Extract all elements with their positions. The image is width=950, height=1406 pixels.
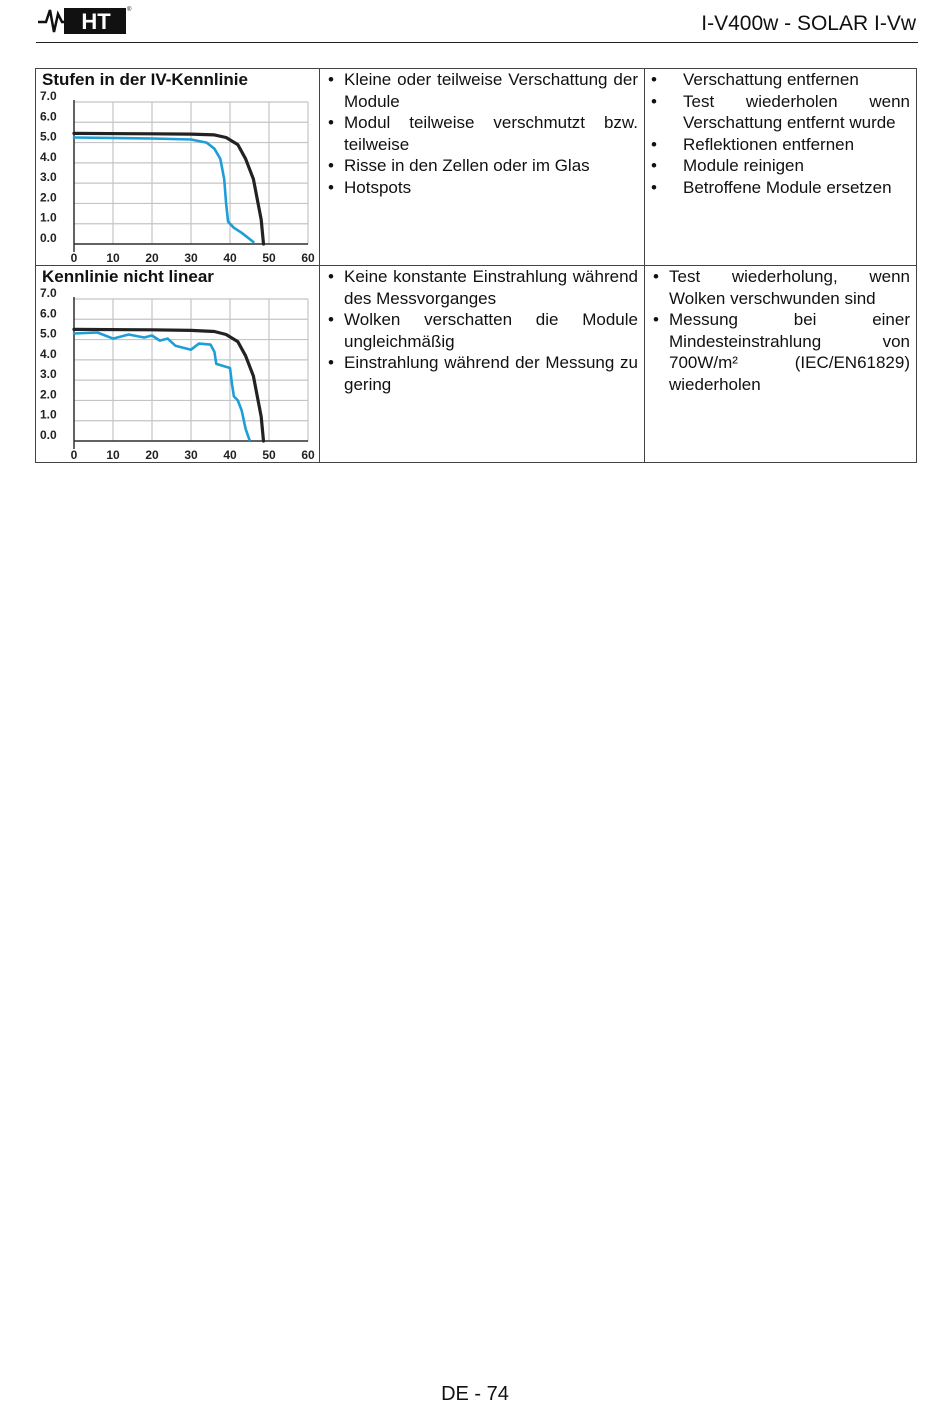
ht-logo: [38, 4, 130, 36]
y-tick-label: 5.0: [40, 326, 57, 341]
actions-cell: [645, 69, 917, 266]
y-tick-label: 2.0: [40, 190, 57, 205]
x-tick-label: 40: [223, 251, 237, 265]
x-tick-label: 10: [106, 251, 120, 265]
row-title: Kennlinie nicht linear: [42, 267, 214, 286]
cause-item: • Wolken verschatten die Module ungleichmäßig: [320, 309, 638, 352]
y-tick-label: 3.0: [40, 367, 57, 382]
x-tick-label: 50: [262, 448, 276, 462]
measured-iv-curve: [74, 138, 253, 243]
x-tick-label: 20: [145, 448, 159, 462]
y-tick-label: 0.0: [40, 231, 57, 245]
page-header: [36, 0, 918, 43]
page-number: DE - 74: [441, 1383, 509, 1405]
y-tick-label: 1.0: [40, 407, 57, 422]
x-tick-label: 10: [106, 448, 120, 462]
action-item: • Test wiederholung, wenn Wolken verschwunden sind: [645, 266, 910, 309]
y-tick-label: 4.0: [40, 346, 57, 361]
cause-item: • Einstrahlung während der Messung zu gering: [320, 352, 638, 395]
y-tick-label: 4.0: [40, 149, 57, 164]
action-item: • Test wiederholen wenn Verschattung entfernt wurde: [645, 91, 910, 134]
y-tick-label: 3.0: [40, 170, 57, 185]
x-tick-label: 0: [70, 448, 78, 462]
action-item: • Messung bei einer Mindesteinstrahlung von 700W/m² (IEC/EN61829) wiederholen: [645, 309, 910, 395]
action-item: • Verschattung entfernen: [645, 69, 910, 91]
x-tick-label: 30: [184, 251, 198, 265]
action-item: • Betroffene Module ersetzen: [645, 177, 910, 199]
causes-cell: [320, 266, 645, 463]
x-tick-label: 60: [301, 448, 315, 462]
actions-cell: [645, 266, 917, 463]
chart-cell: [36, 69, 320, 266]
cause-item: • Keine konstante Einstrahlung während des Messvorganges: [320, 266, 638, 309]
y-tick-label: 0.0: [40, 428, 57, 442]
y-tick-label: 2.0: [40, 387, 57, 402]
table-row: [36, 266, 917, 463]
y-tick-label: 6.0: [40, 306, 57, 321]
logo-text: HT: [81, 9, 111, 34]
y-tick-label: 5.0: [40, 129, 57, 144]
x-tick-label: 60: [301, 251, 315, 265]
x-tick-label: 0: [70, 251, 78, 265]
iv-curve-chart-nonlinear: [36, 287, 319, 462]
x-tick-label: 20: [145, 251, 159, 265]
x-tick-label: 30: [184, 448, 198, 462]
y-tick-label: 6.0: [40, 109, 57, 124]
row-title: Stufen in der IV-Kennlinie: [42, 70, 248, 89]
causes-cell: [320, 69, 645, 266]
reference-iv-curve: [74, 329, 264, 441]
action-item: • Module reinigen: [645, 155, 910, 177]
cause-item: • Modul teilweise verschmutzt bzw. teilweise: [320, 112, 638, 155]
action-item: • Reflektionen entfernen: [645, 134, 910, 156]
y-tick-label: 1.0: [40, 210, 57, 225]
cause-item: • Kleine oder teilweise Verschattung der Module: [320, 69, 638, 112]
cause-item: • Hotspots: [320, 177, 638, 199]
y-tick-label: 7.0: [40, 286, 57, 300]
table-row: [36, 69, 917, 266]
x-tick-label: 40: [223, 448, 237, 462]
measured-iv-curve: [74, 333, 250, 441]
x-tick-label: 50: [262, 251, 276, 265]
iv-curve-chart-steps: [36, 90, 319, 265]
svg-text:®: ®: [127, 7, 132, 13]
document-title: I-V400w - SOLAR I-Vw: [701, 12, 916, 35]
y-tick-label: 7.0: [40, 89, 57, 103]
chart-cell: [36, 266, 320, 463]
cause-item: • Risse in den Zellen oder im Glas: [320, 155, 638, 177]
troubleshooting-table: [35, 68, 917, 463]
